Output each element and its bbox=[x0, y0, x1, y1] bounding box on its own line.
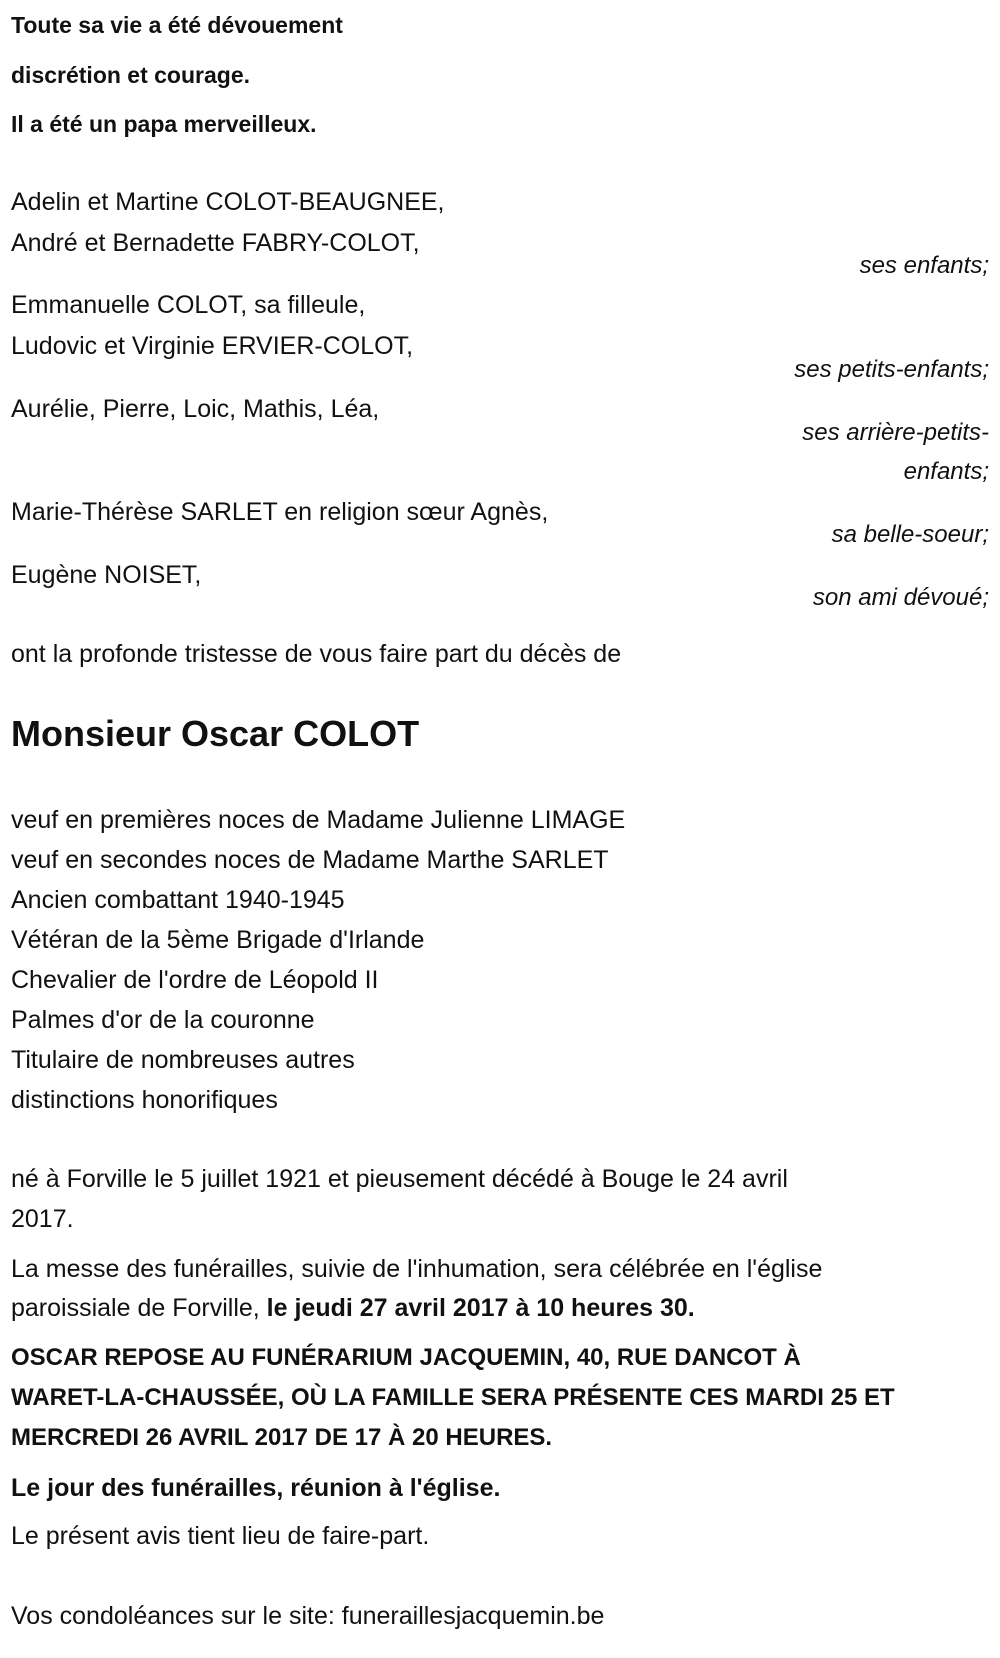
family-relation: ses arrière-petits- bbox=[802, 419, 989, 446]
epitaph-line: Il a été un papa merveilleux. bbox=[11, 111, 317, 137]
announcement: ont la profonde tristesse de vous faire part du décès de bbox=[11, 640, 622, 668]
funeral-location: paroissiale de Forville, bbox=[11, 1294, 267, 1322]
family-name: Adelin et Martine COLOT-BEAUGNEE, bbox=[11, 188, 445, 216]
family-name: Aurélie, Pierre, Loic, Mathis, Léa, bbox=[11, 395, 380, 423]
funeral-line bbox=[11, 1288, 695, 1328]
family-name: Marie-Thérèse SARLET en religion sœur Agnès, bbox=[11, 498, 549, 526]
birth-death-line: né à Forville le 5 juillet 1921 et pieusement décédé à Bouge le 24 avril bbox=[11, 1165, 788, 1193]
meeting-note: Le jour des funérailles, réunion à l'église. bbox=[11, 1474, 501, 1502]
title-line: veuf en premières noces de Madame Julienne LIMAGE bbox=[11, 806, 626, 834]
epitaph-line: discrétion et courage. bbox=[11, 62, 251, 88]
title-line: veuf en secondes noces de Madame Marthe SARLET bbox=[11, 846, 609, 874]
family-relation: ses enfants; bbox=[859, 252, 989, 279]
visitation-line: WARET-LA-CHAUSSÉE, OÙ LA FAMILLE SERA PRÉSENTE CES MARDI 25 ET bbox=[11, 1384, 895, 1411]
funeral-datetime: le jeudi 27 avril 2017 à 10 heures 30. bbox=[266, 1294, 695, 1322]
notice: Le présent avis tient lieu de faire-part. bbox=[11, 1522, 430, 1550]
title-line: Ancien combattant 1940-1945 bbox=[11, 886, 345, 914]
family-relation: ses petits-enfants; bbox=[794, 356, 989, 383]
condolences-link[interactable]: Vos condoléances sur le site: funeraillesjacquemin.be bbox=[11, 1602, 605, 1630]
title-line: Palmes d'or de la couronne bbox=[11, 1006, 315, 1034]
family-name: Eugène NOISET, bbox=[11, 561, 202, 589]
epitaph-line: Toute sa vie a été dévouement bbox=[11, 12, 343, 38]
deceased-name: Monsieur Oscar COLOT bbox=[11, 713, 420, 754]
family-relation: sa belle-soeur; bbox=[831, 521, 989, 548]
family-name: Ludovic et Virginie ERVIER-COLOT, bbox=[11, 332, 414, 360]
title-line: Titulaire de nombreuses autres bbox=[11, 1046, 355, 1074]
family-name: Emmanuelle COLOT, sa filleule, bbox=[11, 291, 366, 319]
birth-death-line: 2017. bbox=[11, 1205, 74, 1233]
visitation-line: OSCAR REPOSE AU FUNÉRARIUM JACQUEMIN, 40, RUE DANCOT À bbox=[11, 1344, 801, 1371]
title-line: Chevalier de l'ordre de Léopold II bbox=[11, 966, 379, 994]
family-name: André et Bernadette FABRY-COLOT, bbox=[11, 229, 420, 257]
funeral-line: La messe des funérailles, suivie de l'inhumation, sera célébrée en l'église bbox=[11, 1255, 823, 1283]
family-relation: enfants; bbox=[903, 458, 989, 485]
visitation-line: MERCREDI 26 AVRIL 2017 DE 17 À 20 HEURES. bbox=[11, 1424, 553, 1451]
title-line: distinctions honorifiques bbox=[11, 1086, 278, 1114]
title-line: Vétéran de la 5ème Brigade d'Irlande bbox=[11, 926, 425, 954]
family-relation: son ami dévoué; bbox=[812, 584, 989, 611]
